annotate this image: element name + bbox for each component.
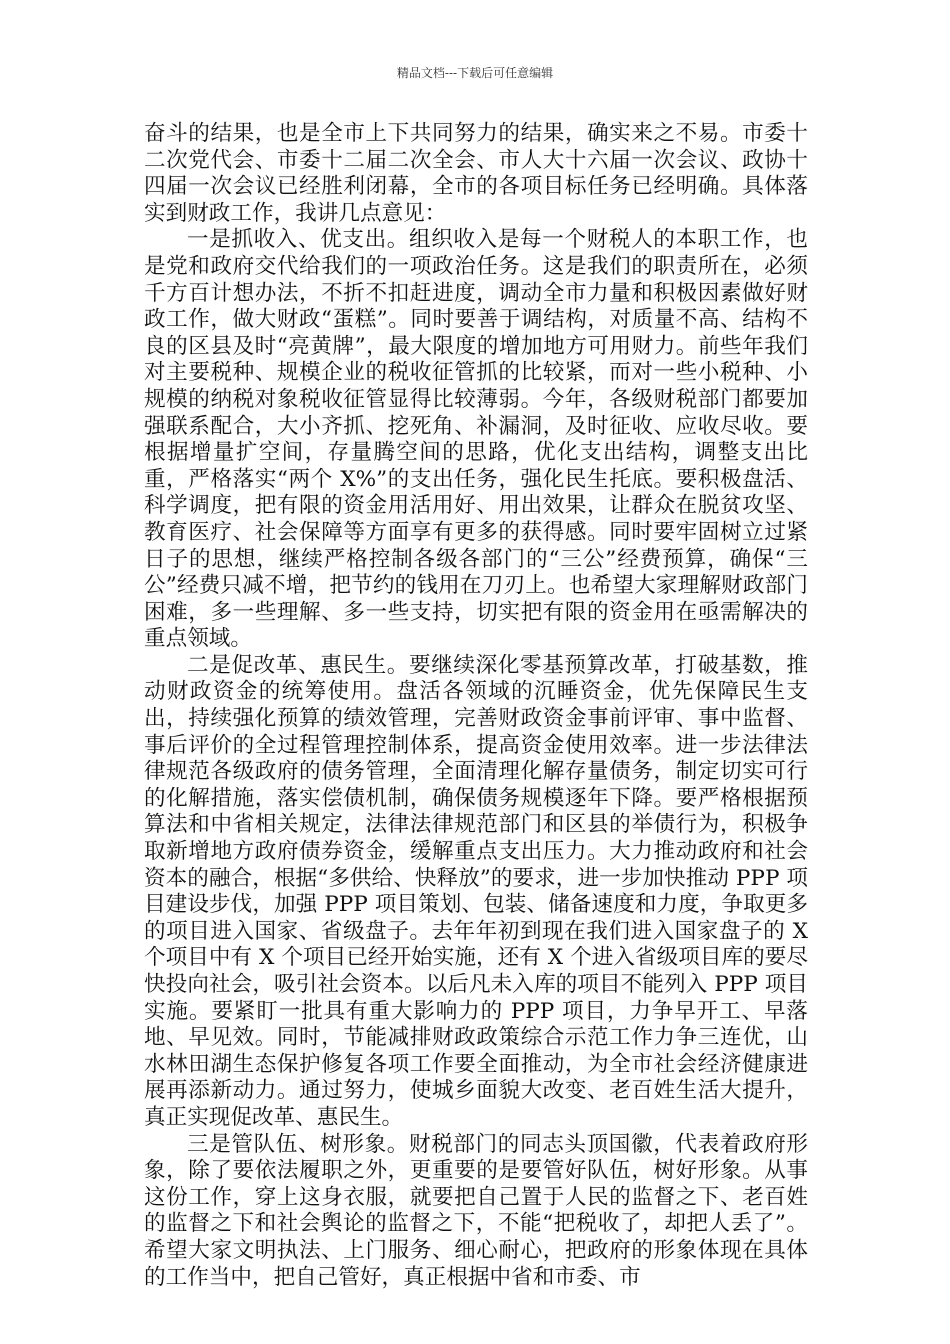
paragraph-team-image: 三是管队伍、树形象。财税部门的同志头顶国徽，代表着政府形象，除了要依法履职之外，更重要的是要管好队伍，树好形象。从事这份工作，穿上这身衣服，就要把自己置于人民的监督之下、老百姓的监督之下和社会舆论的监督之下，不能“把税收了，却把人丢了”。希望大家文明执法、上门服务、细心耐心，把政府的形象体现在具体的工作当中，把自己管好，真正根据中省和市委、市 [144, 1131, 808, 1290]
paragraph-revenue-expenditure: 一是抓收入、优支出。组织收入是每一个财税人的本职工作，也是党和政府交代给我们的一项政治任务。这是我们的职责所在，必须千方百计想办法，不折不扣赶进度，调动全市力量和积极因素做好财政工作，做大财政“蛋糕”。同时要善于调结构，对质量不高、结构不良的区县及时“亮黄牌”，最大限度的增加地方可用财力。前些年我们对主要税种、规模企业的税收征管抓的比较紧，而对一些小税种、小规模的纳税对象税收征管显得比较薄弱。今年，各级财税部门都要加强联系配合，大小齐抓、挖死角、补漏洞，及时征收、应收尽收。要根据增量扩空间，存量腾空间的思路，优化支出结构，调整支出比重，严格落实“两个 X%”的支出任务，强化民生托底。要积极盘活、科学调度，把有限的资金用活用好、用出效果，让群众在脱贫攻坚、教育医疗、社会保障等方面享有更多的获得感。同时要牢固树立过紧日子的思想，继续严格控制各级各部门的“三公”经费预算，确保“三公”经费只减不增，把节约的钱用在刀刃上。也希望大家理解财政部门困难，多一些理解、多一些支持，切实把有限的资金用在亟需解决的重点领域。 [144, 227, 808, 652]
paragraph-reform-livelihood: 二是促改革、惠民生。要继续深化零基预算改革，打破基数，推动财政资金的统筹使用。盘活各领域的沉睡资金，优先保障民生支出，持续强化预算的绩效管理，完善财政资金事前评审、事中监督、事后评价的全过程管理控制体系，提高资金使用效率。进一步法律法律规范各级政府的债务管理，全面清理化解存量债务，制定切实可行的化解措施，落实偿债机制，确保债务规模逐年下降。要严格根据预算法和中省相关规定，法律法律规范部门和区县的举债行为，积极争取新增地方政府债券资金，缓解重点支出压力。大力推动政府和社会资本的融合，根据“多供给、快释放”的要求，进一步加快推动 PPP 项目建设步伐，加强 PPP 项目策划、包装、储备速度和力度，争取更多的项目进入国家、省级盘子。去年年初到现在我们进入国家盘子的 X 个项目中有 X 个项目已经开始实施，还有 X 个进入省级项目库的要尽快投向社会，吸引社会资本。以后凡未入库的项目不能列入 PPP 项目实施。要紧盯一批具有重大影响力的 PPP 项目，力争早开工、早落地、早见效。同时，节能减排财政政策综合示范工作力争三连优，山水林田湖生态保护修复各项工作要全面推动，为全市社会经济健康进展再添新动力。通过努力，使城乡面貌大改变、老百姓生活大提升，真正实现促改革、惠民生。 [144, 652, 808, 1130]
page-header: 精品文档---下载后可任意编辑 [396, 66, 554, 80]
document-body [144, 121, 808, 1291]
paragraph-continued: 奋斗的结果，也是全市上下共同努力的结果，确实来之不易。市委十二次党代会、市委十二届二次全会、市人大十六届一次会议、政协十四届一次会议已经胜利闭幕，全市的各项目标任务已经明确。具体落实到财政工作，我讲几点意见： [144, 121, 808, 226]
